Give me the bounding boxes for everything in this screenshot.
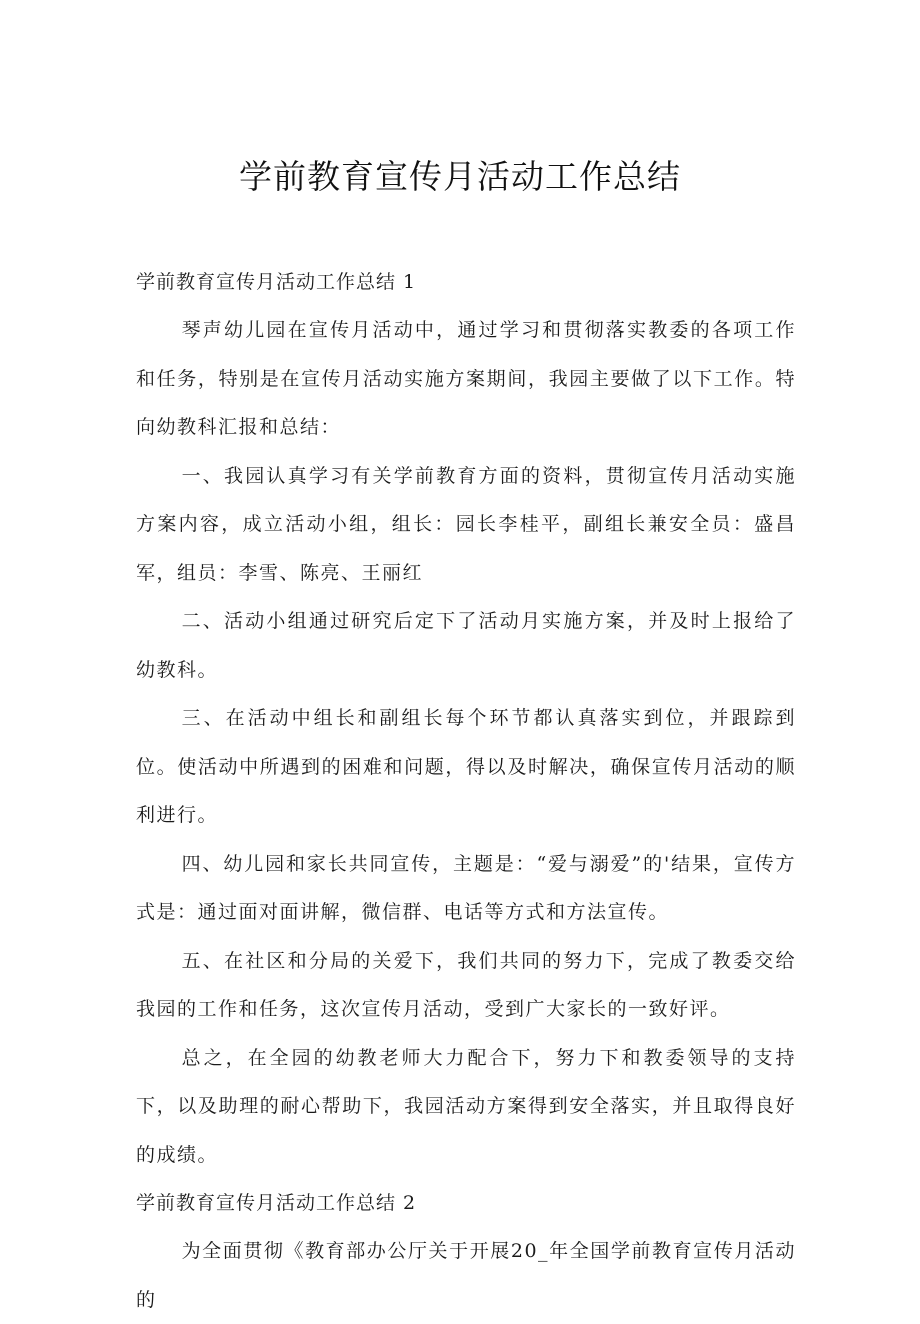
section-heading-1: 学前教育宣传月活动工作总结 1	[136, 271, 417, 293]
document-body	[136, 258, 796, 1324]
paragraph-1-item-3: 三、在活动中组长和副组长每个环节都认真落实到位，并跟踪到位。使活动中所遇到的困难和问题，得以及时解决，确保宣传月活动的顺利进行。	[136, 707, 796, 826]
section-heading-2: 学前教育宣传月活动工作总结 2	[136, 1192, 417, 1214]
document-title: 学前教育宣传月活动工作总结	[239, 157, 681, 196]
paragraph-1-conclusion: 总之，在全园的幼教老师大力配合下，努力下和教委领导的支持下，以及助理的耐心帮助下，我园活动方案得到安全落实，并且取得良好的成绩。	[136, 1046, 796, 1166]
paragraph-1-item-1: 一、我园认真学习有关学前教育方面的资料，贯彻宣传月活动实施方案内容，成立活动小组，组长：园长李桂平，副组长兼安全员：盛昌军，组员：李雪、陈亮、王丽红	[136, 464, 796, 584]
paragraph-1-item-4: 四、幼儿园和家长共同宣传，主题是：“爱与溺爱”的'结果，宣传方式是：通过面对面讲解，微信群、电话等方式和方法宣传。	[136, 852, 796, 923]
paragraph-2-intro: 为全面贯彻《教育部办公厅关于开展20_年全国学前教育宣传月活动的	[136, 1240, 796, 1311]
paragraph-1-intro: 琴声幼儿园在宣传月活动中，通过学习和贯彻落实教委的各项工作和任务，特别是在宣传月活动实施方案期间，我园主要做了以下工作。特向幼教科汇报和总结：	[136, 319, 796, 438]
paragraph-1-item-2: 二、活动小组通过研究后定下了活动月实施方案，并及时上报给了幼教科。	[136, 610, 796, 681]
paragraph-1-item-5: 五、在社区和分局的关爱下，我们共同的努力下，完成了教委交给我园的工作和任务，这次宣传月活动，受到广大家长的一致好评。	[136, 949, 796, 1020]
